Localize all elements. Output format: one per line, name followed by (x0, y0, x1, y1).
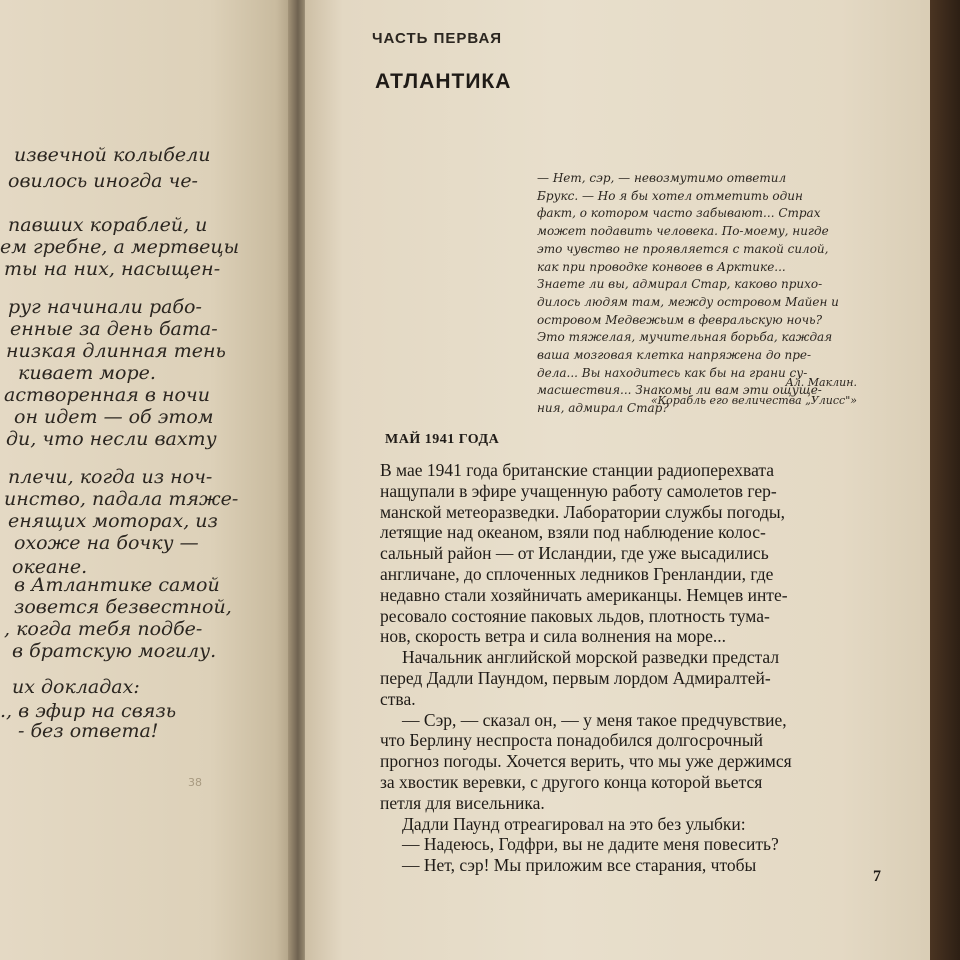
epigraph-line: Знаете ли вы, адмирал Стар, каково прихо- (537, 277, 823, 292)
left-page-line-text: охоже на бочку — (14, 532, 199, 554)
body-line: ства. (380, 688, 416, 709)
left-page-line-text: зовется безвестной, (14, 596, 232, 618)
left-page-line-text: енные за день бата- (10, 318, 218, 340)
body-line: ресовало состояние паковых льдов, плотность тума- (380, 605, 770, 626)
left-page-line-text: ., в эфир на связь (0, 700, 177, 722)
epigraph-line: как при проводке конвоев в Арктике... (537, 259, 786, 274)
body-text (380, 460, 880, 876)
left-page-line-text: в Атлантике самой (14, 574, 220, 596)
left-page-line (0, 170, 300, 202)
part-label: ЧАСТЬ ПЕРВАЯ (372, 30, 503, 47)
left-page-line-text: в братскую могилу. (12, 640, 217, 662)
right-page (305, 0, 935, 960)
left-page-line-text: извечной колыбели (14, 144, 211, 166)
left-page-line-text: низкая длинная тень (6, 340, 226, 362)
section-heading: МАЙ 1941 ГОДА (385, 432, 500, 447)
left-page-line-text: ди, что несли вахту (6, 428, 217, 450)
left-page-line-text: ем гребне, а мертвецы (0, 236, 240, 258)
epigraph-line: может подавить человека. По-моему, нигде (537, 224, 829, 239)
left-page-line (0, 720, 300, 752)
body-line: англичане, до сплоченных ледников Гренландии, где (380, 563, 774, 584)
body-line: манской метеоразведки. Лаборатории службы погоды, (380, 501, 786, 522)
body-line: В мае 1941 года британские станции радиоперехвата (380, 460, 775, 480)
body-line: Начальник английской морской разведки предстал (402, 647, 780, 668)
left-page-line-text: плечи, когда из ноч- (8, 466, 213, 488)
epigraph-line: ния, адмирал Стар? (537, 401, 669, 416)
left-page-line-text: он идет — об этом (14, 406, 214, 428)
epigraph-line: Это тяжелая, мучительная борьба, каждая (537, 330, 833, 345)
epigraph-line: факт, о котором часто забывают... Страх (537, 206, 821, 221)
epigraph-line: ваша мозговая клетка напряжена до пре- (537, 348, 812, 363)
left-page-line (0, 258, 300, 290)
left-page-line-text: инство, падала тяже- (4, 488, 239, 510)
page-number: 7 (873, 868, 881, 885)
left-page-line-text: павших кораблей, и (8, 214, 208, 236)
epigraph-line: масшествия... Знакомы ли вам эти ощуще- (537, 383, 822, 398)
body-line: перед Дадли Паундом, первым лордом Адмиралтей- (380, 667, 771, 688)
left-page-line-text: ты на них, насыщен- (4, 258, 221, 280)
left-page (0, 0, 300, 960)
body-line: летящие над океаном, взяли под наблюдение колос- (380, 522, 766, 543)
body-line: — Сэр, — сказал он, — у меня такое предчувствие, (402, 709, 787, 730)
body-line: Дадли Паунд отреагировал на это без улыбки: (402, 813, 746, 834)
left-page-line-text: астворенная в ночи (4, 384, 210, 406)
body-line: нов, скорость ветра и сила волнения на море... (380, 626, 727, 647)
body-line: сальный район — от Исландии, где уже высадились (380, 543, 769, 564)
chapter-title: АТЛАНТИКА (375, 70, 512, 93)
left-page-line-text: , когда тебя подбе- (4, 618, 203, 640)
body-line: нащупали в эфире учащенную работу самолетов гер- (380, 480, 777, 501)
epigraph-line: дилось людям там, между островом Майен и (537, 294, 839, 309)
left-page-line-text: их докладах: (12, 676, 140, 698)
epigraph-author: Ал. Маклин. (785, 376, 857, 389)
page-mark: 38 (188, 776, 202, 789)
left-page-line (0, 640, 300, 672)
body-line: за хвостик веревки, с другого конца которой вьется (380, 771, 763, 792)
table-edge (930, 0, 960, 960)
body-line: петля для висельника. (380, 792, 545, 813)
body-line: недавно стали хозяйничать американцы. Немцев инте- (380, 584, 788, 605)
epigraph-line: это чувство не проявляется с такой силой, (537, 241, 829, 256)
body-line: прогноз погоды. Хочется верить, что мы уже держимся (380, 751, 792, 772)
left-page-line (0, 428, 300, 460)
body-line: — Нет, сэр! Мы приложим все старания, чтобы (402, 855, 757, 876)
epigraph-line: островом Медвежьим в февральскую ночь? (537, 312, 823, 327)
epigraph-source: «Корабль его величества „Улисс"» (650, 394, 857, 407)
left-page-line-text: - без ответа! (18, 720, 159, 742)
epigraph-line: дела... Вы находитесь как бы на грани су- (537, 365, 808, 380)
left-page-line-text: енящих моторах, из (8, 510, 218, 532)
left-page-line-text: руг начинали рабо- (8, 296, 202, 318)
body-line: — Надеюсь, Годфри, вы не дадите меня повесить? (402, 834, 779, 855)
left-page-line-text: кивает море. (18, 362, 156, 384)
body-line: что Берлину неспроста понадобился долгосрочный (380, 730, 763, 751)
left-page-line-text: овилось иногда че- (8, 170, 198, 192)
left-page-line-text: океане. (12, 556, 88, 578)
epigraph-line: — Нет, сэр, — невозмутимо ответил (537, 171, 787, 185)
epigraph-line: Брукс. — Но я бы хотел отметить один (537, 188, 803, 203)
